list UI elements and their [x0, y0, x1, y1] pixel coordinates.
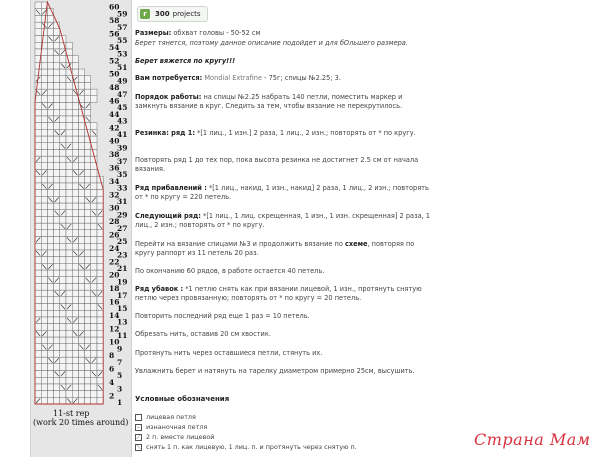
- row-number-even: 8: [109, 351, 115, 361]
- row-number-odd: 27: [117, 223, 128, 233]
- row-number-odd: 21: [117, 264, 128, 273]
- row-number-odd: 37: [117, 156, 128, 166]
- row-number-odd: 49: [117, 76, 128, 86]
- row-number-even: 12: [109, 324, 120, 334]
- work-order: Порядок работы: на спицы №2.25 набрать 140 петли, поместить маркер и замкнуть вязание в круг. Следить за тем, чтобы вязание не перекрутилось.: [135, 93, 403, 111]
- row-number-even: 2: [109, 391, 115, 401]
- row-number-odd: 29: [117, 210, 128, 220]
- row-number-odd: 55: [117, 36, 128, 46]
- after-60-rows: По окончанию 60 рядов, в работе остается 40 петель.: [135, 267, 325, 275]
- row-number-odd: 3: [117, 384, 123, 394]
- row-number-even: 44: [109, 109, 120, 119]
- round-note: Берет вяжется по кругу!!!: [135, 57, 236, 65]
- skp-symbol-icon: ⟍: [136, 443, 141, 451]
- row-number-even: 48: [109, 83, 120, 93]
- row-number-even: 30: [109, 203, 120, 213]
- last-row: Повторить последний ряд еще 1 раз = 10 петель.: [135, 312, 310, 320]
- row-number-odd: 47: [117, 89, 128, 99]
- row-number-odd: 23: [117, 250, 128, 260]
- chart-rep-label: 11-st rep: [53, 409, 90, 418]
- increase-row: Ряд прибавлений : *[1 лиц., накид, 1 изн., накид] 2 раза, 1 лиц., 2 изн.; повторять от * по кругу = 220 петель.: [135, 184, 429, 202]
- switch-needles: Перейти на вязание спицами №3 и продолжить вязание по схеме, повторяя по кругу раппорт из 11 петель 20 раз.: [135, 240, 415, 258]
- row-number-even: 22: [109, 257, 120, 267]
- row-number-even: 4: [109, 377, 115, 387]
- projects-count: 300: [155, 10, 170, 18]
- row-number-odd: 19: [117, 277, 128, 287]
- row-number-odd: 39: [117, 143, 128, 153]
- legend-item-knit: лицевая петля: [135, 413, 196, 422]
- k2tog-symbol-icon: ⟋: [136, 433, 141, 441]
- ribbing-repeat: Повторять ряд 1 до тех пор, пока высота резинка не достигнет 2.5 см от начала вязания.: [135, 156, 419, 174]
- watermark-logo: Страна Мам: [474, 430, 591, 449]
- chart-rep-times: (work 20 times around): [33, 418, 129, 427]
- row-number-odd: 15: [117, 304, 128, 314]
- row-number-odd: 43: [117, 116, 128, 126]
- next-row: Следующий ряд: *[1 лиц., 1 лиц. скрещенная, 1 изн., 1 изн. скрещенная] 2 раза, 1 лиц., 2 изн.; повторять от * по кругу.: [135, 212, 430, 230]
- row-number-even: 42: [109, 123, 120, 133]
- row-number-odd: 51: [117, 63, 128, 72]
- row-number-even: 20: [109, 270, 120, 280]
- row-number-odd: 1: [117, 398, 123, 407]
- row-number-odd: 13: [117, 317, 128, 327]
- knit-symbol-icon: [135, 414, 142, 421]
- legend-item-skp: ⟍ снять 1 п. как лицевую, 1 лиц. п. и протянуть через снятую п.: [136, 443, 357, 451]
- row-number-odd: 17: [117, 290, 128, 300]
- materials: Вам потребуется: Mondial Extrafine - 75г; спицы №2.25; 3.: [135, 74, 341, 82]
- row-number-even: 52: [109, 56, 120, 66]
- row-number-even: 50: [109, 69, 120, 79]
- row-number-odd: 25: [117, 237, 128, 247]
- row-number-odd: 11: [117, 331, 128, 340]
- row-number-odd: 33: [117, 183, 128, 193]
- row-number-even: 24: [109, 243, 120, 253]
- row-number-odd: 57: [117, 22, 128, 32]
- row-number-odd: 7: [117, 357, 123, 367]
- row-number-even: 40: [109, 136, 120, 146]
- pull-yarn: Протянуть нить через оставшиеся петли, стянуть их.: [135, 349, 323, 357]
- legend-title: Условные обозначения: [135, 395, 230, 403]
- row-number-even: 26: [109, 230, 120, 240]
- decrease-row: Ряд убавок : *1 петлю снять как при вязании лицевой, 1 изн., протянуть снятую петлю через провязанную; повторять от * по кругу = 20 петель.: [135, 285, 422, 303]
- row-number-even: 6: [109, 364, 115, 374]
- row-number-odd: 9: [117, 344, 123, 354]
- row-number-even: 56: [109, 29, 120, 39]
- purl-symbol-icon: –: [137, 423, 140, 431]
- cut-yarn: Обрезать нить, оставив 20 см хвостик.: [135, 330, 271, 338]
- row-number-even: 10: [109, 337, 120, 347]
- sizes: Размеры: обхват головы - 50-52 см: [135, 29, 261, 37]
- row-number-even: 46: [109, 96, 120, 106]
- row-number-odd: 35: [117, 170, 128, 180]
- row-number-even: 34: [109, 176, 120, 186]
- row-number-even: 58: [109, 16, 120, 26]
- ravelry-logo-icon: r: [140, 9, 150, 19]
- row-number-even: 38: [109, 150, 120, 160]
- row-number-odd: 31: [117, 197, 128, 206]
- row-number-even: 18: [109, 284, 120, 294]
- ravelry-projects-badge[interactable]: [137, 6, 208, 22]
- row-number-even: 28: [109, 217, 120, 227]
- row-number-odd: 5: [117, 371, 123, 381]
- row-number-even: 32: [109, 190, 120, 200]
- block-beret: Увлажнить берет и натянуть на тарелку диаметром примерно 25см, высушить.: [135, 367, 415, 375]
- row-number-odd: 45: [117, 103, 128, 113]
- projects-label: projects: [172, 10, 201, 18]
- chart-grid: [31, 0, 131, 457]
- row-number-even: 14: [109, 310, 120, 320]
- row-number-odd: 59: [117, 9, 128, 19]
- row-number-even: 16: [109, 297, 120, 307]
- row-number-even: 54: [109, 42, 120, 52]
- row-number-even: 36: [109, 163, 120, 173]
- legend-item-k2tog: ⟋ 2 п. вместе лицевой: [136, 433, 215, 441]
- stretch-note: Берет тянется, поэтому данное описание подойдет и для бОльшего размера.: [135, 39, 408, 47]
- ribbing-row: Резинка: ряд 1: *[1 лиц., 1 изн.] 2 раза, 1 лиц., 2 изн.; повторять от * по кругу.: [135, 129, 416, 137]
- legend-item-purl: – изнаночная петля: [137, 423, 208, 431]
- row-number-odd: 53: [117, 49, 128, 59]
- knitting-chart: [30, 0, 132, 457]
- row-number-odd: 41: [117, 130, 128, 139]
- row-number-even: 60: [109, 2, 120, 12]
